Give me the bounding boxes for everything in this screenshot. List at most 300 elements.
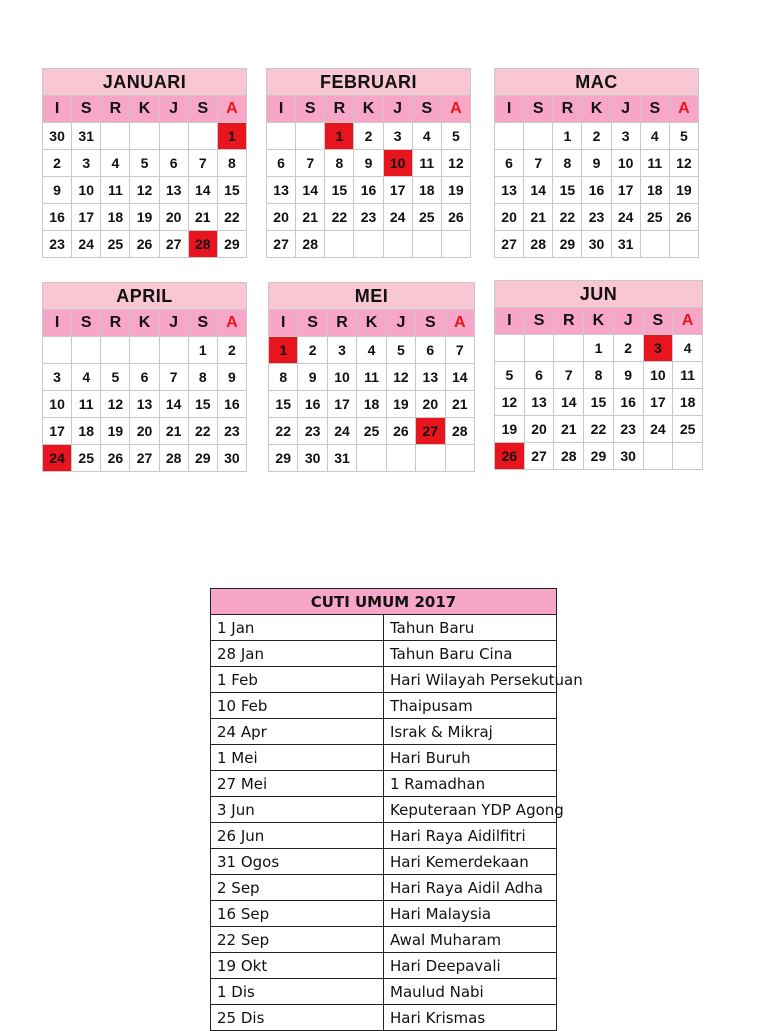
week-row	[495, 389, 703, 416]
holiday-rows	[211, 615, 583, 1031]
day-cell: 10	[643, 362, 673, 389]
day-cell: 13	[416, 364, 445, 391]
month-title: MAC	[495, 69, 699, 96]
day-cell: 28	[554, 443, 584, 470]
day-cell: 6	[495, 150, 524, 177]
day-cell: 11	[412, 150, 441, 177]
week-row	[495, 123, 699, 150]
day-cell: 3	[383, 123, 412, 150]
day-cell: 20	[524, 416, 554, 443]
empty-day-cell	[159, 337, 188, 364]
holiday-date: 28 Jan	[211, 641, 384, 667]
day-cell: 28	[445, 418, 474, 445]
day-cell: 15	[325, 177, 354, 204]
day-cell: 24	[327, 418, 356, 445]
day-cell: 9	[43, 177, 72, 204]
holiday-name: Hari Wilayah Persekutuan	[384, 667, 557, 693]
weekday-header: S	[72, 310, 101, 337]
holiday-name: Hari Deepavali	[384, 953, 557, 979]
month-title: JANUARI	[43, 69, 247, 96]
day-cell: 27	[130, 445, 159, 472]
weekday-header: S	[298, 310, 327, 337]
day-cell: 7	[554, 362, 584, 389]
weekday-header: R	[101, 96, 130, 123]
weekday-header: R	[325, 96, 354, 123]
day-cell: 5	[130, 150, 159, 177]
empty-day-cell	[130, 337, 159, 364]
day-cell: 27	[524, 443, 554, 470]
day-cell: 28	[524, 231, 553, 258]
day-cell: 30	[217, 445, 246, 472]
holiday-day-cell: 10	[383, 150, 412, 177]
empty-day-cell	[416, 445, 445, 472]
empty-day-cell	[130, 123, 159, 150]
week-row	[43, 364, 247, 391]
day-cell: 30	[298, 445, 327, 472]
holiday-date: 16 Sep	[211, 901, 384, 927]
day-cell: 6	[524, 362, 554, 389]
month-title: APRIL	[43, 283, 247, 310]
day-cell: 22	[584, 416, 614, 443]
week-row	[495, 443, 703, 470]
holiday-name: Maulud Nabi	[384, 979, 557, 1005]
weekday-header: K	[584, 308, 614, 335]
day-cell: 11	[101, 177, 130, 204]
week-row	[495, 362, 703, 389]
week-row	[495, 150, 699, 177]
day-cell: 26	[386, 418, 415, 445]
weekday-header: S	[72, 96, 101, 123]
day-cell: 14	[554, 389, 584, 416]
week-row	[43, 418, 247, 445]
weekday-header: S	[524, 308, 554, 335]
weekday-header: A	[673, 308, 703, 335]
month-calendar-januari	[42, 68, 247, 258]
holiday-name: Thaipusam	[384, 693, 557, 719]
holiday-day-cell: 24	[43, 445, 72, 472]
day-cell: 6	[267, 150, 296, 177]
holiday-row	[211, 1005, 557, 1031]
day-cell: 20	[495, 204, 524, 231]
day-cell: 8	[584, 362, 614, 389]
holiday-table-header	[211, 589, 557, 615]
empty-day-cell	[669, 231, 698, 258]
month-header-row	[269, 283, 475, 310]
day-cell: 21	[445, 391, 474, 418]
month-title: JUN	[495, 281, 703, 308]
holiday-date: 1 Mei	[211, 745, 384, 771]
day-cell: 25	[640, 204, 669, 231]
weekday-header-row	[43, 310, 247, 337]
day-cell: 4	[357, 337, 386, 364]
weekday-header: R	[101, 310, 130, 337]
weekday-header: A	[669, 96, 698, 123]
empty-day-cell	[524, 335, 554, 362]
day-cell: 17	[72, 204, 101, 231]
holiday-name: Tahun Baru Cina	[384, 641, 557, 667]
empty-day-cell	[101, 123, 130, 150]
holiday-date: 10 Feb	[211, 693, 384, 719]
day-cell: 18	[412, 177, 441, 204]
empty-day-cell	[412, 231, 441, 258]
weekday-header: K	[130, 96, 159, 123]
holiday-row	[211, 849, 557, 875]
day-cell: 16	[613, 389, 643, 416]
day-cell: 7	[445, 337, 474, 364]
day-cell: 26	[101, 445, 130, 472]
day-cell: 20	[267, 204, 296, 231]
weekday-header: J	[611, 96, 640, 123]
day-cell: 9	[354, 150, 383, 177]
day-cell: 30	[582, 231, 611, 258]
weekday-header: K	[582, 96, 611, 123]
day-cell: 5	[386, 337, 415, 364]
day-cell: 23	[298, 418, 327, 445]
day-cell: 27	[267, 231, 296, 258]
weekday-header: J	[383, 96, 412, 123]
day-cell: 6	[416, 337, 445, 364]
weekday-header: S	[188, 310, 217, 337]
day-cell: 14	[188, 177, 217, 204]
day-cell: 14	[296, 177, 325, 204]
weekday-header: J	[386, 310, 415, 337]
day-cell: 15	[217, 177, 246, 204]
weekday-header: A	[217, 96, 246, 123]
weekday-header: K	[357, 310, 386, 337]
weekday-header: S	[643, 308, 673, 335]
holiday-name: Hari Raya Aidilfitri	[384, 823, 557, 849]
day-cell: 18	[72, 418, 101, 445]
day-cell: 22	[553, 204, 582, 231]
day-cell: 3	[72, 150, 101, 177]
day-cell: 15	[553, 177, 582, 204]
day-cell: 3	[611, 123, 640, 150]
day-cell: 5	[669, 123, 698, 150]
month-calendar-mac	[494, 68, 699, 258]
day-cell: 24	[643, 416, 673, 443]
day-cell: 17	[327, 391, 356, 418]
empty-day-cell	[101, 337, 130, 364]
day-cell: 14	[445, 364, 474, 391]
day-cell: 25	[72, 445, 101, 472]
weekday-header: S	[640, 96, 669, 123]
weekday-header: R	[327, 310, 356, 337]
day-cell: 8	[325, 150, 354, 177]
holiday-date: 25 Dis	[211, 1005, 384, 1031]
month-calendar-februari	[266, 68, 471, 258]
day-cell: 23	[354, 204, 383, 231]
day-cell: 3	[43, 364, 72, 391]
week-row	[495, 231, 699, 258]
day-cell: 27	[159, 231, 188, 258]
week-row	[495, 204, 699, 231]
day-cell: 21	[159, 418, 188, 445]
holiday-date: 2 Sep	[211, 875, 384, 901]
day-cell: 7	[524, 150, 553, 177]
day-cell: 19	[495, 416, 525, 443]
weekday-header: S	[188, 96, 217, 123]
holiday-day-cell: 27	[416, 418, 445, 445]
weekday-header-row	[43, 96, 247, 123]
empty-day-cell	[383, 231, 412, 258]
day-cell: 29	[553, 231, 582, 258]
month-title: FEBRUARI	[267, 69, 471, 96]
holiday-day-cell: 3	[643, 335, 673, 362]
weekday-header: S	[412, 96, 441, 123]
weekday-header: S	[416, 310, 445, 337]
day-cell: 19	[130, 204, 159, 231]
day-cell: 9	[217, 364, 246, 391]
week-row	[43, 177, 247, 204]
day-cell: 19	[441, 177, 470, 204]
weekday-header-row	[495, 96, 699, 123]
month-calendar-mei	[268, 282, 475, 472]
day-cell: 5	[441, 123, 470, 150]
empty-day-cell	[673, 443, 703, 470]
day-cell: 2	[298, 337, 327, 364]
day-cell: 29	[188, 445, 217, 472]
weekday-header-row	[495, 308, 703, 335]
weekday-header: A	[441, 96, 470, 123]
holiday-name: Keputeraan YDP Agong	[384, 797, 557, 823]
public-holiday-table	[210, 588, 583, 1031]
week-row	[269, 418, 475, 445]
day-cell: 10	[327, 364, 356, 391]
day-cell: 23	[217, 418, 246, 445]
day-cell: 10	[72, 177, 101, 204]
month-calendar-april	[42, 282, 247, 472]
week-row	[43, 123, 247, 150]
empty-day-cell	[441, 231, 470, 258]
day-cell: 18	[101, 204, 130, 231]
empty-day-cell	[554, 335, 584, 362]
holiday-row	[211, 771, 557, 797]
weekday-header: I	[269, 310, 298, 337]
holiday-row	[211, 641, 557, 667]
holiday-date: 1 Dis	[211, 979, 384, 1005]
day-cell: 1	[188, 337, 217, 364]
day-cell: 23	[613, 416, 643, 443]
day-cell: 5	[495, 362, 525, 389]
day-cell: 12	[130, 177, 159, 204]
empty-day-cell	[640, 231, 669, 258]
day-cell: 21	[524, 204, 553, 231]
holiday-date: 31 Ogos	[211, 849, 384, 875]
day-cell: 9	[298, 364, 327, 391]
day-cell: 26	[130, 231, 159, 258]
day-cell: 26	[669, 204, 698, 231]
week-row	[269, 364, 475, 391]
holiday-name: Tahun Baru	[384, 615, 557, 641]
day-cell: 30	[43, 123, 72, 150]
day-cell: 15	[584, 389, 614, 416]
empty-day-cell	[495, 123, 524, 150]
weekday-header: I	[495, 96, 524, 123]
holiday-table-title: CUTI UMUM 2017	[211, 589, 557, 615]
day-cell: 6	[159, 150, 188, 177]
day-cell: 3	[327, 337, 356, 364]
week-row	[267, 231, 471, 258]
weekday-header-row	[269, 310, 475, 337]
day-cell: 24	[72, 231, 101, 258]
day-cell: 11	[72, 391, 101, 418]
weekday-header: I	[495, 308, 525, 335]
day-cell: 8	[269, 364, 298, 391]
month-header-row	[495, 69, 699, 96]
day-cell: 31	[611, 231, 640, 258]
week-row	[43, 445, 247, 472]
holiday-row	[211, 875, 557, 901]
week-row	[43, 337, 247, 364]
holiday-row	[211, 901, 557, 927]
day-cell: 8	[217, 150, 246, 177]
empty-day-cell	[72, 337, 101, 364]
day-cell: 28	[296, 231, 325, 258]
empty-day-cell	[188, 123, 217, 150]
holiday-row	[211, 615, 557, 641]
holiday-date: 27 Mei	[211, 771, 384, 797]
day-cell: 24	[383, 204, 412, 231]
day-cell: 2	[613, 335, 643, 362]
day-cell: 12	[495, 389, 525, 416]
holiday-day-cell: 26	[495, 443, 525, 470]
weekday-header: J	[159, 310, 188, 337]
day-cell: 8	[553, 150, 582, 177]
month-header-row	[43, 69, 247, 96]
day-cell: 28	[159, 445, 188, 472]
weekday-header: S	[524, 96, 553, 123]
empty-day-cell	[267, 123, 296, 150]
week-row	[43, 150, 247, 177]
holiday-row	[211, 667, 557, 693]
day-cell: 6	[130, 364, 159, 391]
day-cell: 16	[43, 204, 72, 231]
day-cell: 12	[386, 364, 415, 391]
week-row	[43, 231, 247, 258]
weekday-header: S	[296, 96, 325, 123]
day-cell: 17	[643, 389, 673, 416]
day-cell: 14	[159, 391, 188, 418]
holiday-date: 24 Apr	[211, 719, 384, 745]
day-cell: 4	[673, 335, 703, 362]
holiday-row	[211, 823, 557, 849]
holiday-name: Hari Kemerdekaan	[384, 849, 557, 875]
weekday-header: R	[553, 96, 582, 123]
week-row	[267, 150, 471, 177]
holiday-day-cell: 1	[269, 337, 298, 364]
holiday-date: 22 Sep	[211, 927, 384, 953]
day-cell: 31	[327, 445, 356, 472]
day-cell: 25	[101, 231, 130, 258]
day-cell: 31	[72, 123, 101, 150]
day-cell: 29	[217, 231, 246, 258]
holiday-name: 1 Ramadhan	[384, 771, 557, 797]
holiday-name: Hari Malaysia	[384, 901, 557, 927]
day-cell: 13	[267, 177, 296, 204]
week-row	[43, 204, 247, 231]
holiday-day-cell: 1	[325, 123, 354, 150]
weekday-header: J	[613, 308, 643, 335]
empty-day-cell	[524, 123, 553, 150]
day-cell: 13	[130, 391, 159, 418]
holiday-day-cell: 1	[217, 123, 246, 150]
empty-day-cell	[357, 445, 386, 472]
month-title: MEI	[269, 283, 475, 310]
holiday-row	[211, 693, 557, 719]
holiday-date: 19 Okt	[211, 953, 384, 979]
day-cell: 20	[130, 418, 159, 445]
month-header-row	[495, 281, 703, 308]
month-header-row	[43, 283, 247, 310]
day-cell: 29	[269, 445, 298, 472]
day-cell: 12	[669, 150, 698, 177]
empty-day-cell	[296, 123, 325, 150]
weekday-header-row	[267, 96, 471, 123]
day-cell: 29	[584, 443, 614, 470]
day-cell: 2	[582, 123, 611, 150]
day-cell: 15	[269, 391, 298, 418]
day-cell: 23	[582, 204, 611, 231]
day-cell: 11	[640, 150, 669, 177]
day-cell: 19	[386, 391, 415, 418]
day-cell: 13	[524, 389, 554, 416]
holiday-date: 26 Jun	[211, 823, 384, 849]
day-cell: 12	[441, 150, 470, 177]
weekday-header: A	[445, 310, 474, 337]
weekday-header: J	[159, 96, 188, 123]
day-cell: 15	[188, 391, 217, 418]
empty-day-cell	[325, 231, 354, 258]
weekday-header: I	[267, 96, 296, 123]
day-cell: 4	[412, 123, 441, 150]
week-row	[269, 391, 475, 418]
day-cell: 7	[159, 364, 188, 391]
empty-day-cell	[643, 443, 673, 470]
day-cell: 23	[43, 231, 72, 258]
day-cell: 7	[296, 150, 325, 177]
empty-day-cell	[159, 123, 188, 150]
day-cell: 22	[269, 418, 298, 445]
empty-day-cell	[445, 445, 474, 472]
week-row	[267, 177, 471, 204]
empty-day-cell	[386, 445, 415, 472]
weekday-header: A	[217, 310, 246, 337]
day-cell: 8	[188, 364, 217, 391]
day-cell: 17	[43, 418, 72, 445]
weekday-header: I	[43, 310, 72, 337]
day-cell: 2	[43, 150, 72, 177]
day-cell: 12	[101, 391, 130, 418]
holiday-name: Israk & Mikraj	[384, 719, 557, 745]
weekday-header: I	[43, 96, 72, 123]
month-calendar-jun	[494, 280, 703, 470]
week-row	[43, 391, 247, 418]
week-row	[495, 177, 699, 204]
day-cell: 18	[357, 391, 386, 418]
day-cell: 22	[325, 204, 354, 231]
day-cell: 16	[582, 177, 611, 204]
holiday-date: 1 Feb	[211, 667, 384, 693]
holiday-row	[211, 927, 557, 953]
month-header-row	[267, 69, 471, 96]
day-cell: 25	[412, 204, 441, 231]
day-cell: 24	[611, 204, 640, 231]
day-cell: 26	[441, 204, 470, 231]
day-cell: 2	[354, 123, 383, 150]
day-cell: 18	[640, 177, 669, 204]
empty-day-cell	[43, 337, 72, 364]
day-cell: 30	[613, 443, 643, 470]
